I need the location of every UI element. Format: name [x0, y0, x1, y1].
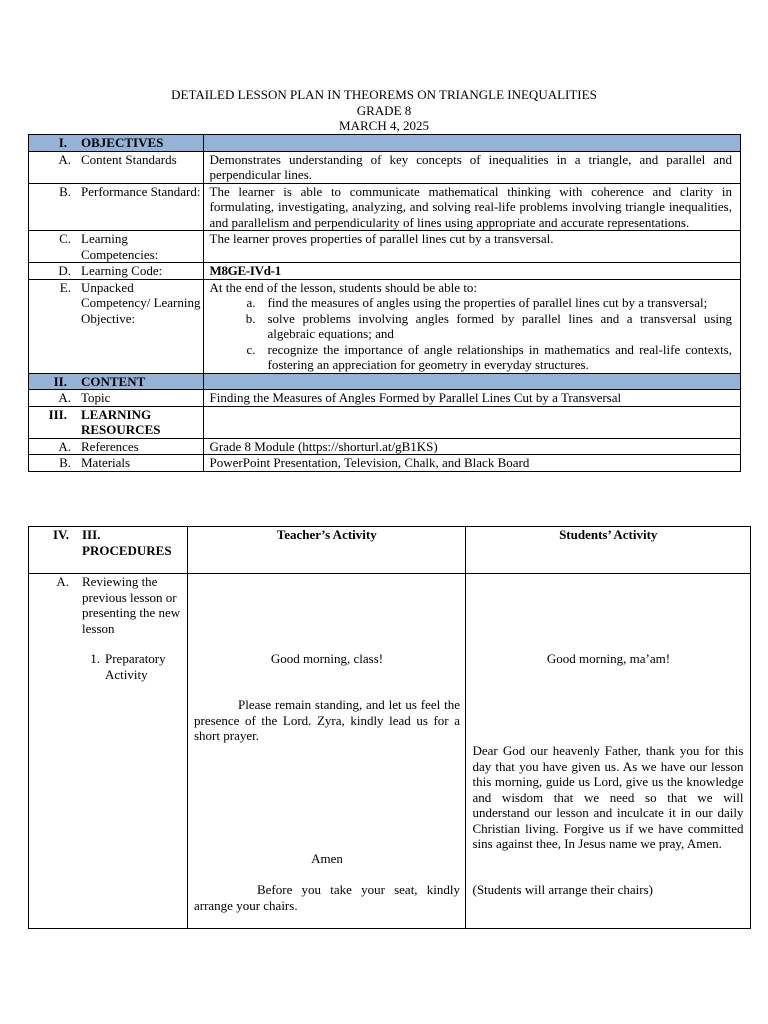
topic-value: Finding the Measures of Angles Formed by Parallel Lines Cut by a Transversal: [203, 390, 741, 407]
teacher-greeting: Good morning, class!: [270, 651, 384, 666]
teacher-activity-header: Teacher’s Activity: [187, 527, 466, 574]
objectives-intro: At the end of the lesson, students should be able to:: [209, 279, 478, 295]
list-item: a. find the measures of angles using the properties of parallel lines cut by a transversal;: [246, 295, 708, 310]
content-band: [29, 373, 741, 390]
performance-standard-row: B. Performance Standard: The learner is able to communicate mathematical thinking with coherence and clarity in formulating, investigating, analyzing, and solving real-life problems involving triangle inequalities, and parallelism and perpendicularity of lines using appropriate and accurate representations.: [29, 183, 741, 231]
sub-number: 1.: [90, 651, 100, 666]
preparatory-activity-label: Preparatory Activity: [105, 651, 166, 682]
objectives-list: [210, 295, 733, 373]
teacher-amen: Amen: [311, 851, 343, 866]
topic-label: Topic: [81, 390, 111, 405]
content-number: II.: [53, 373, 67, 389]
procedures-heading: III. PROCEDURES: [82, 527, 172, 558]
references-row: A. References Grade 8 Module (https://shorturl.at/gB1KS): [29, 438, 741, 455]
content-heading: CONTENT: [81, 373, 146, 389]
lesson-plan-table: [28, 134, 741, 472]
list-item: c. recognize the importance of angle relationships in mathematics and real-life contexts, fostering an appreciation for geometry in everyday structures.: [246, 341, 732, 372]
students-chairs-response: (Students will arrange their chairs): [472, 882, 653, 897]
content-standards-row: A. Content Standards Demonstrates understanding of key concepts of inequalities in a triangle, and parallel and perpendicular lines.: [29, 151, 741, 183]
section-label: Reviewing the previous lesson or presenting the new lesson: [82, 574, 181, 636]
materials-row: B. Materials PowerPoint Presentation, Television, Chalk, and Black Board: [29, 455, 741, 472]
objectives-heading: OBJECTIVES: [81, 135, 164, 150]
students-prayer: Dear God our heavenly Father, thank you for this day that you have given us. As we have our lesson this morning, guide us Lord, give us the knowledge and wisdom that we need so that we will understand our lesson and inculcate it in our daily Christian living. Forgive us if we have committed sins against thee, In Jesus name we pray, Amen.: [472, 743, 744, 851]
content-standards-value: Demonstrates understanding of key concepts of inequalities in a triangle, and parallel and perpendicular lines.: [203, 151, 741, 183]
learning-code-label: Learning Code:: [81, 263, 163, 278]
procedures-number: IV.: [52, 527, 69, 542]
learning-competencies-label: Learning Competencies:: [81, 231, 159, 262]
learning-resources-row: [29, 406, 741, 438]
materials-label: Materials: [81, 455, 131, 470]
learning-competencies-value: The learner proves properties of parallel lines cut by a transversal.: [203, 231, 741, 263]
learning-competencies-row: C. Learning Competencies: The learner proves properties of parallel lines cut by a transversal.: [29, 231, 741, 263]
references-label: References: [81, 438, 139, 454]
topic-row: A. Topic Finding the Measures of Angles Formed by Parallel Lines Cut by a Transversal: [29, 390, 741, 407]
students-greeting: Good morning, ma’am!: [546, 651, 671, 666]
document-title: DETAILED LESSON PLAN IN THEOREMS ON TRIANGLE INEQUALITIES: [171, 87, 597, 102]
objectives-band: [29, 135, 741, 152]
learning-code-row: D. Learning Code: M8GE-IVd-1: [29, 263, 741, 280]
procedures-body-row: [29, 574, 751, 929]
objectives-number: I.: [58, 135, 67, 150]
performance-standard-value: The learner is able to communicate mathematical thinking with coherence and clarity in formulating, investigating, analyzing, and solving real-life problems involving triangle inequalities, and parallelism and perpendicularity of lines using appropriate and accurate representations.: [203, 183, 741, 231]
resources-heading: LEARNING RESOURCES: [81, 406, 161, 437]
lesson-date: MARCH 4, 2025: [339, 118, 429, 133]
references-value: Grade 8 Module (https://shorturl.at/gB1KS): [203, 438, 741, 455]
resources-number: III.: [48, 406, 67, 422]
grade-level: GRADE 8: [356, 102, 412, 118]
unpacked-competency-row: E. Unpacked Competency/ Learning Objective: At the end of the lesson, students should be able to: a. find the measures of angles using the properties of parallel lines cut by a transversal; b. solve problems involving angles formed by parallel lines and a transversal using algebraic equations; and c. recognize the importance of angle relationships in mathematics and real-life contexts, fostering an appreciation for geometry in everyday structures.: [29, 279, 741, 373]
procedures-table: [28, 526, 751, 929]
procedures-header-row: [29, 527, 751, 574]
learning-code-value: M8GE-IVd-1: [209, 263, 281, 278]
section-letter: A.: [56, 574, 69, 589]
students-activity-header: Students’ Activity: [466, 527, 751, 574]
unpacked-competency-label: Unpacked Competency/ Learning Objective:: [81, 279, 201, 326]
document-header: [0, 87, 768, 134]
content-standards-label: Content Standards: [81, 151, 177, 167]
materials-value: PowerPoint Presentation, Television, Chalk, and Black Board: [203, 455, 741, 472]
teacher-prayer-request: Please remain standing, and let us feel the presence of the Lord. Zyra, kindly lead us for a short prayer.: [193, 697, 460, 743]
list-item: b. solve problems involving angles formed by parallel lines and a transversal using algebraic equations; and: [245, 310, 732, 341]
performance-standard-label: Performance Standard:: [81, 183, 201, 199]
teacher-chairs-instruction: Before you take your seat, kindly arrange your chairs.: [193, 882, 460, 913]
